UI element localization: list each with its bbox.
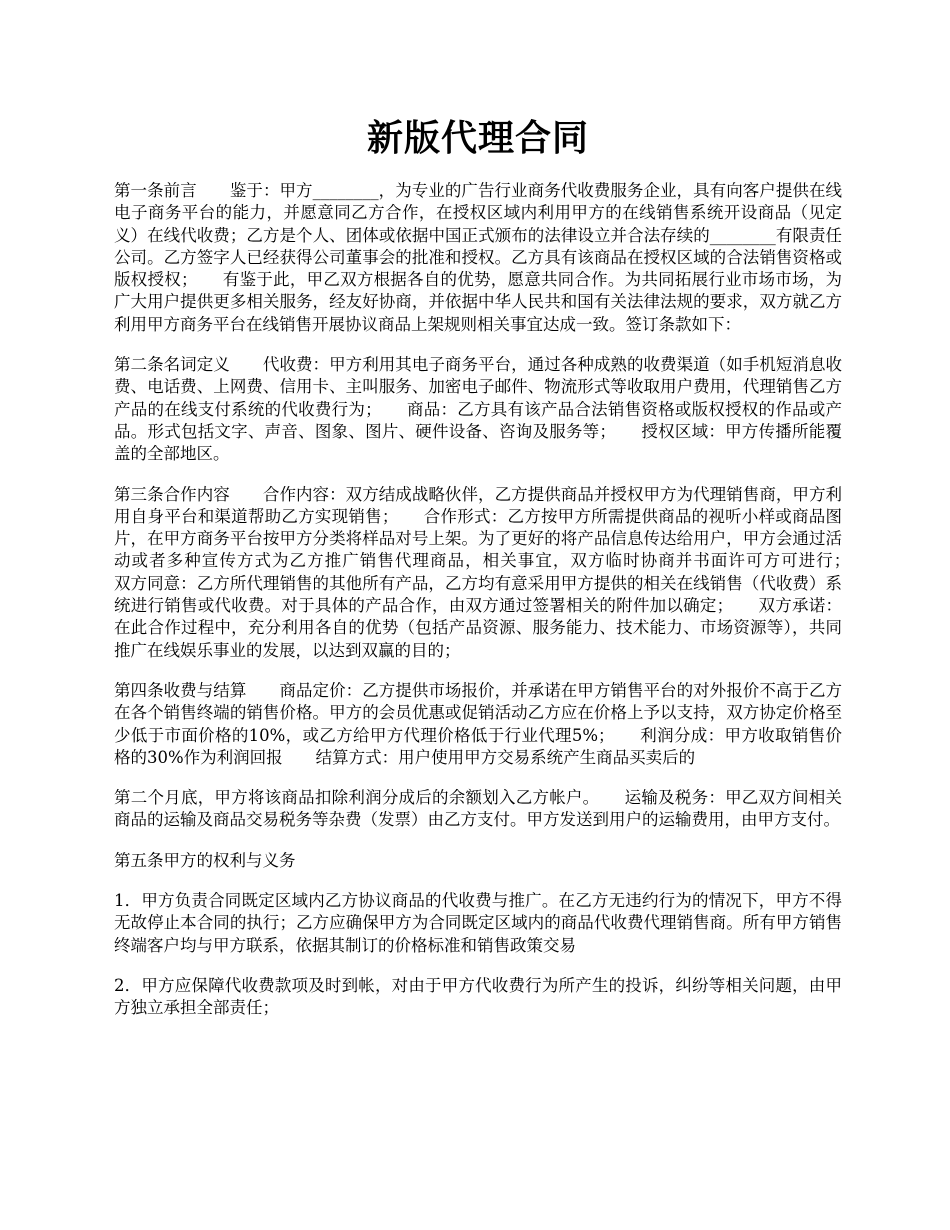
- document-page: [114, 0, 875, 1020]
- clause-4-continuation: 第二个月底，甲方将该商品扣除利润分成后的余额划入乙方帐户。 运输及税务：甲乙双方间相关商品的运输及商品交易税务等杂费（发票）由乙方支付。甲方发送到用户的运输费用，由甲方支付。: [114, 788, 842, 830]
- clause-5-heading: 第五条甲方的权利与义务: [114, 850, 296, 870]
- clause-3-cooperation: 第三条合作内容 合作内容：双方结成战略伙伴，乙方提供商品并授权甲方为代理销售商，甲方利用自身平台和渠道帮助乙方实现销售； 合作形式：乙方按甲方所需提供商品的视听小样或商品图片，在甲方商务平台按甲方分类将样品对号上架。为了更好的将产品信息传达给用户，甲方会通过活动或者多种宣传方式为乙方推广销售代理商品，相关事宜，双方临时协商并书面许可方可进行； 双方同意：乙方所代理销售的其他所有产品，乙方均有意采用甲方提供的相关在线销售（代收费）系统进行销售或代收费。对于具体的产品合作，由双方通过签署相关的附件加以确定； 双方承诺：在此合作过程中，充分利用各自的优势（包括产品资源、服务能力、技术能力、市场资源等），共同推广在线娱乐事业的发展，以达到双赢的目的；: [114, 484, 875, 660]
- clause-5-item-1: 1．甲方负责合同既定区域内乙方协议商品的代收费与推广。在乙方无违约行为的情况下，甲方不得无故停止本合同的执行；乙方应确保甲方为合同既定区域内的商品代收费代理销售商。所有甲方销售终端客户均与甲方联系，依据其制订的价格标准和销售政策交易: [114, 891, 842, 955]
- clause-2-definitions: 第二条名词定义 代收费：甲方利用其电子商务平台，通过各种成熟的收费渠道（如手机短消息收费、电话费、上网费、信用卡、主叫服务、加密电子邮件、物流形式等收取用户费用，代理销售乙方产品的在线支付系统的代收费行为； 商品：乙方具有该产品合法销售资格或版权授权的作品或产品。形式包括文字、声音、图象、图片、硬件设备、咨询及服务等； 授权区域：甲方传播所能覆盖的全部地区。: [114, 355, 842, 464]
- clause-5-item-2: 2．甲方应保障代收费款项及时到帐，对由于甲方代收费行为所产生的投诉，纠纷等相关问题，由甲方独立承担全部责任；: [114, 975, 842, 1018]
- clause-4-fees-settlement: 第四条收费与结算 商品定价：乙方提供市场报价，并承诺在甲方销售平台的对外报价不高于乙方在各个销售终端的销售价格。甲方的会员优惠或促销活动乙方应在价格上予以支持，双方协定价格至少低于市面价格的10%，或乙方给甲方代理价格低于行业代理5%； 利润分成：甲方收取销售价格的30%作为利润回报 结算方式：用户使用甲方交易系统产生商品买卖后的: [114, 680, 842, 767]
- clause-1-preamble: 第一条前言 鉴于：甲方________，为专业的广告行业商务代收费服务企业，具有向客户提供在线电子商务平台的能力，并愿意同乙方合作，在授权区域内利用甲方的在线销售系统开设商品（见定义）在线代收费；乙方是个人、团体或依据中国正式颁布的法律设立并合法存续的________有限责任公司。乙方签字人已经获得公司董事会的批准和授权。乙方具有该商品在授权区域的合法销售资格或版权授权； 有鉴于此，甲乙双方根据各自的优势，愿意共同合作。为共同拓展行业市场市场，为广大用户提供更多相关服务，经友好协商，并依据中华人民共和国有关法律法规的要求，双方就乙方利用甲方商务平台在线销售开展协议商品上架规则相关事宜达成一致。签订条款如下：: [114, 181, 842, 334]
- document-title: 新版代理合同: [366, 117, 589, 159]
